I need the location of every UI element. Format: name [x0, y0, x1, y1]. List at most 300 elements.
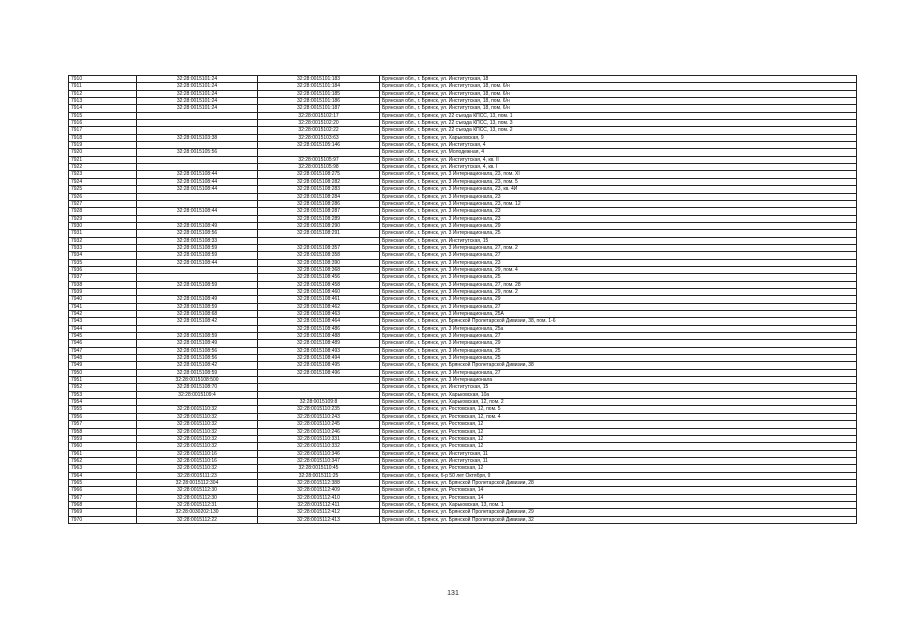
table-row	[69, 399, 857, 406]
row-number-cell: 7922	[69, 164, 137, 171]
row-number-cell: 7947	[69, 347, 137, 354]
object-cadastral-number-cell: 32:28:0015109:8	[258, 399, 380, 406]
address-cell: Брянская обл., г. Брянск, ул. Харьковская, 9	[380, 134, 857, 141]
address-cell: Брянская обл., г. Брянск, ул. 3 Интернационала, 23	[380, 215, 857, 222]
parcel-cadastral-number-cell: 32:28:0015108:42	[137, 362, 258, 369]
table-row	[69, 215, 857, 222]
row-number-cell: 7913	[69, 98, 137, 105]
object-cadastral-number-cell: 32:28:0015110:243	[258, 413, 380, 420]
parcel-cadastral-number-cell	[137, 325, 258, 332]
object-cadastral-number-cell: 32:28:0015108:493	[258, 347, 380, 354]
parcel-cadastral-number-cell: 32:28:0015108:49	[137, 222, 258, 229]
parcel-cadastral-number-cell: 32:28:0015110:32	[137, 435, 258, 442]
page-number: 131	[447, 590, 459, 597]
address-cell: Брянская обл., г. Брянск, ул. 3 Интернационала, 29	[380, 296, 857, 303]
address-cell: Брянская обл., г. Брянск, ул. Институтская, 4, кв. I	[380, 164, 857, 171]
row-number-cell: 7968	[69, 501, 137, 508]
table-row	[69, 494, 857, 501]
row-number-cell: 7961	[69, 450, 137, 457]
address-cell: Брянская обл., г. Брянск, ул. 3 Интернационала	[380, 377, 857, 384]
parcel-cadastral-number-cell: 32:28:0015108:70	[137, 384, 258, 391]
address-cell: Брянская обл., г. Брянск, ул. 3 Интернационала, 23	[380, 259, 857, 266]
row-number-cell: 7939	[69, 288, 137, 295]
parcel-cadastral-number-cell: 32:28:0015108:44	[137, 186, 258, 193]
address-cell: Брянская обл., г. Брянск, ул. Институтская, 11	[380, 450, 857, 457]
row-number-cell: 7910	[69, 76, 137, 83]
object-cadastral-number-cell: 32:28:0015108:289	[258, 215, 380, 222]
table-row	[69, 266, 857, 273]
row-number-cell: 7916	[69, 120, 137, 127]
object-cadastral-number-cell: 32:28:0015108:488	[258, 333, 380, 340]
parcel-cadastral-number-cell	[137, 156, 258, 163]
row-number-cell: 7931	[69, 230, 137, 237]
row-number-cell: 7943	[69, 318, 137, 325]
address-cell: Брянская обл., г. Брянск, ул. Институтская, 18	[380, 76, 857, 83]
table-row	[69, 296, 857, 303]
object-cadastral-number-cell: 32:28:0015111:25	[258, 472, 380, 479]
parcel-cadastral-number-cell: 32:28:0015110:32	[137, 443, 258, 450]
object-cadastral-number-cell: 32:28:0015108:368	[258, 266, 380, 273]
row-number-cell: 7965	[69, 479, 137, 486]
row-number-cell: 7963	[69, 465, 137, 472]
object-cadastral-number-cell: 32:28:0015105:98	[258, 164, 380, 171]
table-row	[69, 252, 857, 259]
address-cell: Брянская обл., г. Брянск, ул. 3 Интернационала, 23	[380, 208, 857, 215]
object-cadastral-number-cell: 32:28:0015112:411	[258, 501, 380, 508]
row-number-cell: 7948	[69, 355, 137, 362]
address-cell: Брянская обл., г. Брянск, ул. Институтская, 4	[380, 142, 857, 149]
parcel-cadastral-number-cell: 32:28:0015108:44	[137, 259, 258, 266]
address-cell: Брянская обл., г. Брянск, ул. Институтская, 11	[380, 457, 857, 464]
address-cell: Брянская обл., г. Брянск, ул. Ростовская, 14	[380, 494, 857, 501]
table-row	[69, 355, 857, 362]
object-cadastral-number-cell: 32:28:0015108:496	[258, 369, 380, 376]
object-cadastral-number-cell: 32:28:0015110:332	[258, 443, 380, 450]
parcel-cadastral-number-cell	[137, 215, 258, 222]
parcel-cadastral-number-cell: 32:28:0015101:24	[137, 83, 258, 90]
object-cadastral-number-cell: 32:28:0015112:410	[258, 494, 380, 501]
row-number-cell: 7950	[69, 369, 137, 376]
row-number-cell: 7957	[69, 421, 137, 428]
address-cell: Брянская обл., г. Брянск, ул. Молодежная, 4	[380, 149, 857, 156]
table-row	[69, 186, 857, 193]
address-cell: Брянская обл., г. Брянск, ул. 3 Интернационала, 25	[380, 355, 857, 362]
parcel-cadastral-number-cell: 32:28:0015108:59	[137, 333, 258, 340]
object-cadastral-number-cell: 32:28:0015102:22	[258, 127, 380, 134]
object-cadastral-number-cell: 32:28:0015110:331	[258, 435, 380, 442]
object-cadastral-number-cell: 32:28:0015108:463	[258, 311, 380, 318]
object-cadastral-number-cell	[258, 377, 380, 384]
object-cadastral-number-cell: 32:28:0015108:282	[258, 178, 380, 185]
table-row	[69, 406, 857, 413]
parcel-cadastral-number-cell: 32:28:0015110:16	[137, 457, 258, 464]
object-cadastral-number-cell: 32:28:0015108:495	[258, 362, 380, 369]
parcel-cadastral-number-cell	[137, 112, 258, 119]
object-cadastral-number-cell	[258, 384, 380, 391]
address-cell: Брянская обл., г. Брянск, ул. Ростовская, 12, пом. 4	[380, 413, 857, 420]
parcel-cadastral-number-cell: 32:28:0015108:44	[137, 171, 258, 178]
address-cell: Брянская обл., г. Брянск, ул. 3 Интернационала, 27, пом. 2	[380, 244, 857, 251]
address-cell: Брянская обл., г. Брянск, ул. 3 Интернационала, 25	[380, 347, 857, 354]
object-cadastral-number-cell	[258, 149, 380, 156]
address-cell: Брянская обл., г. Брянск, ул. Ростовская, 14	[380, 487, 857, 494]
row-number-cell: 7955	[69, 406, 137, 413]
table-row	[69, 274, 857, 281]
parcel-cadastral-number-cell: 32:28:0030202:130	[137, 509, 258, 516]
row-number-cell: 7944	[69, 325, 137, 332]
table-row	[69, 142, 857, 149]
object-cadastral-number-cell: 32:28:0015108:494	[258, 355, 380, 362]
address-cell: Брянская обл., г. Брянск, ул. Ростовская, 12	[380, 435, 857, 442]
object-cadastral-number-cell: 32:28:0015105:146	[258, 142, 380, 149]
row-number-cell: 7923	[69, 171, 137, 178]
table-row	[69, 237, 857, 244]
row-number-cell: 7935	[69, 259, 137, 266]
address-cell: Брянская обл., г. Брянск, б-р 50 лет Октября, 9	[380, 472, 857, 479]
object-cadastral-number-cell: 32:28:0015108:291	[258, 230, 380, 237]
address-cell: Брянская обл., г. Брянск, ул. Институтская, 15	[380, 237, 857, 244]
row-number-cell: 7938	[69, 281, 137, 288]
row-number-cell: 7956	[69, 413, 137, 420]
address-cell: Брянская обл., г. Брянск, ул. 3 Интернационала, 23	[380, 193, 857, 200]
parcel-cadastral-number-cell	[137, 274, 258, 281]
table-row	[69, 288, 857, 295]
address-cell: Брянская обл., г. Брянск, ул. 3 Интернационала, 27	[380, 252, 857, 259]
property-register-table	[68, 75, 857, 524]
table-row	[69, 369, 857, 376]
table-row	[69, 244, 857, 251]
object-cadastral-number-cell: 32:28:0015101:187	[258, 105, 380, 112]
row-number-cell: 7941	[69, 303, 137, 310]
object-cadastral-number-cell: 32:28:0015108:489	[258, 340, 380, 347]
parcel-cadastral-number-cell: 32:28:0015110:16	[137, 450, 258, 457]
row-number-cell: 7914	[69, 105, 137, 112]
table-row	[69, 303, 857, 310]
address-cell: Брянская обл., г. Брянск, ул. 3 Интернационала, 29	[380, 222, 857, 229]
address-cell: Брянская обл., г. Брянск, ул. Институтская, 4, кв. II	[380, 156, 857, 163]
parcel-cadastral-number-cell: 32:28:0015112:30	[137, 487, 258, 494]
address-cell: Брянская обл., г. Брянск, ул. 22 съезда КПСС, 13, пом. 3	[380, 120, 857, 127]
table-row	[69, 325, 857, 332]
table-row	[69, 281, 857, 288]
row-number-cell: 7936	[69, 266, 137, 273]
row-number-cell: 7932	[69, 237, 137, 244]
address-cell: Брянская обл., г. Брянск, ул. Брянской Пролетарской Дивизии, 32	[380, 516, 857, 523]
parcel-cadastral-number-cell: 32:28:0015110:32	[137, 428, 258, 435]
address-cell: Брянская обл., г. Брянск, ул. Брянской Пролетарской Дивизии, 29	[380, 509, 857, 516]
table-row	[69, 149, 857, 156]
object-cadastral-number-cell: 32:28:0015108:286	[258, 200, 380, 207]
object-cadastral-number-cell: 32:28:0015101:186	[258, 98, 380, 105]
parcel-cadastral-number-cell: 32:28:0015112:30	[137, 494, 258, 501]
object-cadastral-number-cell: 32:28:0015108:290	[258, 222, 380, 229]
address-cell: Брянская обл., г. Брянск, ул. 3 Интернационала, 25	[380, 230, 857, 237]
address-cell: Брянская обл., г. Брянск, ул. 3 Интернационала, 29, пом. 4	[380, 266, 857, 273]
address-cell: Брянская обл., г. Брянск, ул. 3 Интернационала, 25	[380, 274, 857, 281]
address-cell: Брянская обл., г. Брянск, ул. 3 Интернационала, 29, пом. 2	[380, 288, 857, 295]
table-row	[69, 501, 857, 508]
parcel-cadastral-number-cell	[137, 193, 258, 200]
parcel-cadastral-number-cell	[137, 399, 258, 406]
table-row	[69, 472, 857, 479]
object-cadastral-number-cell: 32:28:0015108:456	[258, 274, 380, 281]
parcel-cadastral-number-cell: 32:28:0015101:24	[137, 98, 258, 105]
table-row	[69, 156, 857, 163]
object-cadastral-number-cell: 32:28:0015108:462	[258, 303, 380, 310]
address-cell: Брянская обл., г. Брянск, ул. Харьковская, 12, пом. 2	[380, 399, 857, 406]
table-row	[69, 362, 857, 369]
object-cadastral-number-cell: 32:28:0015108:486	[258, 325, 380, 332]
object-cadastral-number-cell: 32:28:0015108:458	[258, 281, 380, 288]
object-cadastral-number-cell: 32:28:0015110:245	[258, 421, 380, 428]
table-row	[69, 509, 857, 516]
parcel-cadastral-number-cell	[137, 164, 258, 171]
object-cadastral-number-cell: 32:28:0015108:284	[258, 193, 380, 200]
table-row	[69, 178, 857, 185]
object-cadastral-number-cell: 32:28:0015101:185	[258, 90, 380, 97]
parcel-cadastral-number-cell	[137, 288, 258, 295]
parcel-cadastral-number-cell	[137, 200, 258, 207]
row-number-cell: 7946	[69, 340, 137, 347]
object-cadastral-number-cell: 32:28:0015112:413	[258, 516, 380, 523]
object-cadastral-number-cell: 32:28:0015103:63	[258, 134, 380, 141]
object-cadastral-number-cell: 32:28:0015101:183	[258, 76, 380, 83]
object-cadastral-number-cell: 32:28:0015108:283	[258, 186, 380, 193]
address-cell: Брянская обл., г. Брянск, ул. Харьковская, 13, пом. 1	[380, 501, 857, 508]
row-number-cell: 7934	[69, 252, 137, 259]
row-number-cell: 7924	[69, 178, 137, 185]
object-cadastral-number-cell: 32:28:0015110:346	[258, 450, 380, 457]
parcel-cadastral-number-cell	[137, 142, 258, 149]
parcel-cadastral-number-cell: 32:28:0015112:22	[137, 516, 258, 523]
table-row	[69, 98, 857, 105]
table-row	[69, 391, 857, 398]
object-cadastral-number-cell: 32:28:0015108:390	[258, 259, 380, 266]
parcel-cadastral-number-cell: 32:28:0015111:23	[137, 472, 258, 479]
address-cell: Брянская обл., г. Брянск, ул. 22 съезда КПСС, 13, пом. 1	[380, 112, 857, 119]
table-row	[69, 443, 857, 450]
object-cadastral-number-cell	[258, 391, 380, 398]
table-row	[69, 435, 857, 442]
row-number-cell: 7969	[69, 509, 137, 516]
object-cadastral-number-cell: 32:28:0015112:388	[258, 479, 380, 486]
row-number-cell: 7942	[69, 311, 137, 318]
object-cadastral-number-cell: 32:28:0015105:97	[258, 156, 380, 163]
object-cadastral-number-cell: 32:28:0015110:246	[258, 428, 380, 435]
row-number-cell: 7940	[69, 296, 137, 303]
table-row	[69, 120, 857, 127]
table-row	[69, 377, 857, 384]
parcel-cadastral-number-cell: 32:28:0015110:32	[137, 465, 258, 472]
table-row	[69, 479, 857, 486]
parcel-cadastral-number-cell: 32:28:0015101:24	[137, 76, 258, 83]
parcel-cadastral-number-cell	[137, 266, 258, 273]
address-cell: Брянская обл., г. Брянск, ул. Ростовская, 12	[380, 428, 857, 435]
parcel-cadastral-number-cell: 32:28:0015103:38	[137, 134, 258, 141]
address-cell: Брянская обл., г. Брянск, ул. Институтская, 18, пом. 6/н	[380, 83, 857, 90]
row-number-cell: 7949	[69, 362, 137, 369]
address-cell: Брянская обл., г. Брянск, ул. Ростовская, 12	[380, 421, 857, 428]
parcel-cadastral-number-cell: 32:28:0015112:31	[137, 501, 258, 508]
row-number-cell: 7929	[69, 215, 137, 222]
object-cadastral-number-cell: 32:28:0015110:347	[258, 457, 380, 464]
row-number-cell: 7966	[69, 487, 137, 494]
row-number-cell: 7921	[69, 156, 137, 163]
table-row	[69, 193, 857, 200]
row-number-cell: 7912	[69, 90, 137, 97]
parcel-cadastral-number-cell: 32:28:0015110:32	[137, 406, 258, 413]
parcel-cadastral-number-cell: 32:28:0015108:44	[137, 208, 258, 215]
table-row	[69, 428, 857, 435]
address-cell: Брянская обл., г. Брянск, ул. 22 съезда КПСС, 13, пом. 2	[380, 127, 857, 134]
table-row	[69, 90, 857, 97]
row-number-cell: 7958	[69, 428, 137, 435]
table-row	[69, 208, 857, 215]
object-cadastral-number-cell: 32:28:0015108:358	[258, 252, 380, 259]
parcel-cadastral-number-cell: 32:28:0015108:59	[137, 281, 258, 288]
address-cell: Брянская обл., г. Брянск, ул. Институтская, 18, пом. 6/н	[380, 105, 857, 112]
row-number-cell: 7937	[69, 274, 137, 281]
address-cell: Брянская обл., г. Брянск, ул. Институтская, 15	[380, 384, 857, 391]
address-cell: Брянская обл., г. Брянск, ул. Ростовская, 12	[380, 465, 857, 472]
row-number-cell: 7918	[69, 134, 137, 141]
object-cadastral-number-cell: 32:28:0015108:275	[258, 171, 380, 178]
parcel-cadastral-number-cell	[137, 127, 258, 134]
parcel-cadastral-number-cell: 32:28:0015108:42	[137, 318, 258, 325]
row-number-cell: 7945	[69, 333, 137, 340]
table-row	[69, 105, 857, 112]
table-row	[69, 311, 857, 318]
table-row	[69, 83, 857, 90]
row-number-cell: 7919	[69, 142, 137, 149]
parcel-cadastral-number-cell	[137, 120, 258, 127]
address-cell: Брянская обл., г. Брянск, ул. 3 Интернационала, 25а	[380, 325, 857, 332]
address-cell: Брянская обл., г. Брянск, ул. Брянской Пролетарской Дивизии, 38, пом. 1-6	[380, 318, 857, 325]
table-row	[69, 164, 857, 171]
table-row	[69, 384, 857, 391]
row-number-cell: 7970	[69, 516, 137, 523]
register-table-body	[69, 76, 857, 524]
parcel-cadastral-number-cell: 32:28:0015108:56	[137, 230, 258, 237]
parcel-cadastral-number-cell: 32:28:0015108:59	[137, 244, 258, 251]
object-cadastral-number-cell: 32:28:0015101:184	[258, 83, 380, 90]
object-cadastral-number-cell: 32:28:0015108:287	[258, 208, 380, 215]
object-cadastral-number-cell: 32:28:0015110:45	[258, 465, 380, 472]
row-number-cell: 7953	[69, 391, 137, 398]
address-cell: Брянская обл., г. Брянск, ул. 3 Интернационала, 27	[380, 369, 857, 376]
address-cell: Брянская обл., г. Брянск, ул. 3 Интернационала, 23, кв. 4И	[380, 186, 857, 193]
object-cadastral-number-cell: 32:28:0015110:235	[258, 406, 380, 413]
row-number-cell: 7917	[69, 127, 137, 134]
table-row	[69, 413, 857, 420]
parcel-cadastral-number-cell: 32:28:0015110:32	[137, 421, 258, 428]
table-row	[69, 487, 857, 494]
parcel-cadastral-number-cell: 32:28:0015108:500	[137, 377, 258, 384]
table-row	[69, 134, 857, 141]
parcel-cadastral-number-cell: 32:28:0015101:24	[137, 105, 258, 112]
parcel-cadastral-number-cell: 32:28:0015108:33	[137, 237, 258, 244]
object-cadastral-number-cell: 32:28:0015112:412	[258, 509, 380, 516]
table-row	[69, 516, 857, 523]
address-cell: Брянская обл., г. Брянск, ул. 3 Интернационала, 23, пом. XI	[380, 171, 857, 178]
address-cell: Брянская обл., г. Брянск, ул. 3 Интернационала, 29	[380, 340, 857, 347]
table-row	[69, 421, 857, 428]
table-row	[69, 127, 857, 134]
object-cadastral-number-cell: 32:28:0015108:357	[258, 244, 380, 251]
address-cell: Брянская обл., г. Брянск, ул. 3 Интернационала, 23, пом. 12	[380, 200, 857, 207]
parcel-cadastral-number-cell: 32:28:0015108:56	[137, 355, 258, 362]
row-number-cell: 7959	[69, 435, 137, 442]
object-cadastral-number-cell	[258, 237, 380, 244]
table-row	[69, 171, 857, 178]
parcel-cadastral-number-cell: 32:28:0015108:56	[137, 347, 258, 354]
row-number-cell: 7952	[69, 384, 137, 391]
table-row	[69, 318, 857, 325]
parcel-cadastral-number-cell: 32:28:0015108:59	[137, 369, 258, 376]
row-number-cell: 7925	[69, 186, 137, 193]
row-number-cell: 7962	[69, 457, 137, 464]
parcel-cadastral-number-cell: 32:28:0015108:49	[137, 296, 258, 303]
address-cell: Брянская обл., г. Брянск, ул. Харьковская, 10а	[380, 391, 857, 398]
address-cell: Брянская обл., г. Брянск, ул. 3 Интернационала, 27	[380, 303, 857, 310]
table-row	[69, 457, 857, 464]
table-row	[69, 200, 857, 207]
parcel-cadastral-number-cell: 32:28:0015108:59	[137, 303, 258, 310]
row-number-cell: 7967	[69, 494, 137, 501]
address-cell: Брянская обл., г. Брянск, ул. 3 Интернационала, 23, пом. 5	[380, 178, 857, 185]
table-row	[69, 259, 857, 266]
parcel-cadastral-number-cell: 32:28:0015108:44	[137, 178, 258, 185]
object-cadastral-number-cell: 32:28:0015102:20	[258, 120, 380, 127]
address-cell: Брянская обл., г. Брянск, ул. Ростовская, 12	[380, 443, 857, 450]
table-row	[69, 465, 857, 472]
table-row	[69, 340, 857, 347]
parcel-cadastral-number-cell: 32:28:0015109:4	[137, 391, 258, 398]
row-number-cell: 7933	[69, 244, 137, 251]
address-cell: Брянская обл., г. Брянск, ул. 3 Интернационала, 27	[380, 333, 857, 340]
row-number-cell: 7927	[69, 200, 137, 207]
table-row	[69, 333, 857, 340]
row-number-cell: 7954	[69, 399, 137, 406]
row-number-cell: 7964	[69, 472, 137, 479]
object-cadastral-number-cell: 32:28:0015108:461	[258, 296, 380, 303]
table-row	[69, 222, 857, 229]
object-cadastral-number-cell: 32:28:0015108:460	[258, 288, 380, 295]
row-number-cell: 7920	[69, 149, 137, 156]
parcel-cadastral-number-cell: 32:28:0015108:59	[137, 252, 258, 259]
row-number-cell: 7960	[69, 443, 137, 450]
parcel-cadastral-number-cell: 32:28:0015108:68	[137, 311, 258, 318]
table-row	[69, 347, 857, 354]
parcel-cadastral-number-cell: 32:28:0015105:56	[137, 149, 258, 156]
table-row	[69, 230, 857, 237]
row-number-cell: 7951	[69, 377, 137, 384]
parcel-cadastral-number-cell: 32:28:0015110:32	[137, 413, 258, 420]
address-cell: Брянская обл., г. Брянск, ул. 3 Интернационала, 27, пом. 28	[380, 281, 857, 288]
address-cell: Брянская обл., г. Брянск, ул. 3 Интернационала, 25А	[380, 311, 857, 318]
row-number-cell: 7926	[69, 193, 137, 200]
row-number-cell: 7930	[69, 222, 137, 229]
row-number-cell: 7928	[69, 208, 137, 215]
address-cell: Брянская обл., г. Брянск, ул. Брянской Пролетарской Дивизии, 38	[380, 362, 857, 369]
object-cadastral-number-cell: 32:28:0015112:409	[258, 487, 380, 494]
address-cell: Брянская обл., г. Брянск, ул. Ростовская, 12, пом. 5	[380, 406, 857, 413]
row-number-cell: 7915	[69, 112, 137, 119]
address-cell: Брянская обл., г. Брянск, ул. Институтская, 18, пом. 6/н	[380, 90, 857, 97]
parcel-cadastral-number-cell: 32:28:0015108:49	[137, 340, 258, 347]
table-row	[69, 112, 857, 119]
object-cadastral-number-cell: 32:28:0015108:464	[258, 318, 380, 325]
